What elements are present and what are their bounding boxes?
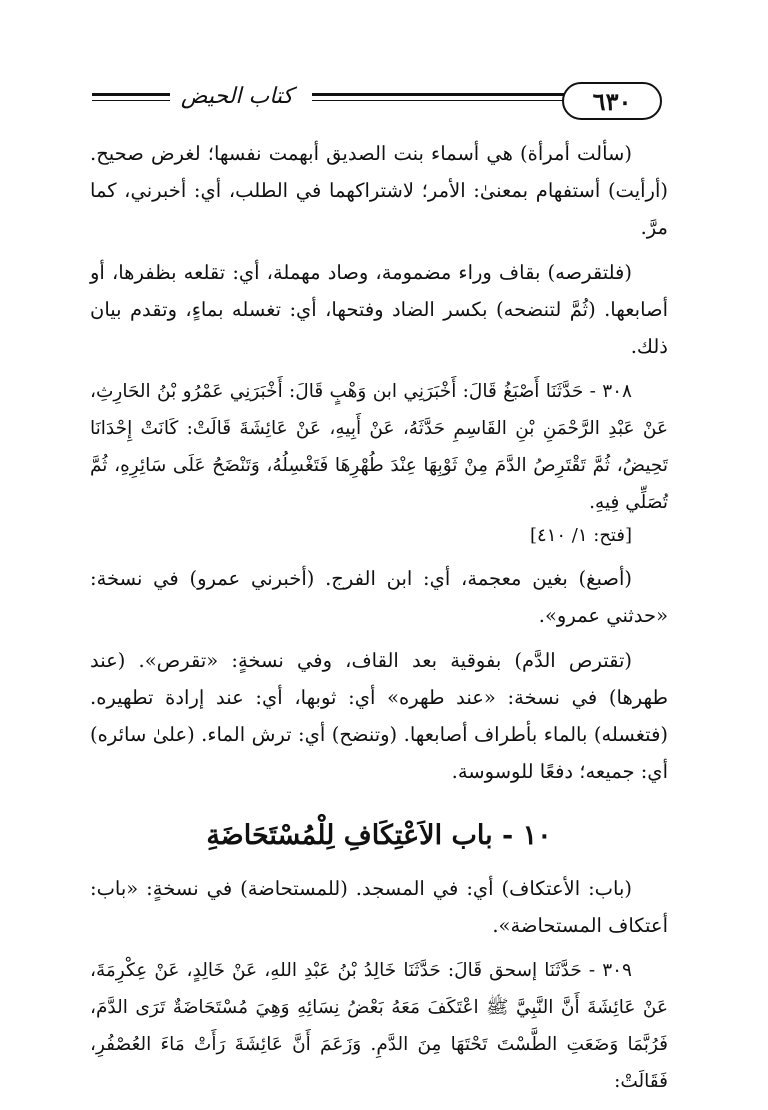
header-rule-right-bottom <box>484 100 568 101</box>
header-rule-middle-top <box>312 93 488 96</box>
commentary-paragraph: (سألت أمرأة) هي أسماء بنت الصديق أبهمت نفسها؛ لغرض صحيح. (أرأيت) أستفهام بمعنىٰ: الأمر؛ لاشتراكهما في الطلب، أي: أخبرني، كما مرَّ. <box>90 142 668 239</box>
commentary-paragraph: (فلتقرصه) بقاف وراء مضمومة، وصاد مهملة، أي: تقلعه بظفرها، أو أصابعها. (ثُمَّ لتنضحه) بكسر الضاد وفتحها، أي: تغسله بماءٍ، وتقدم بيان ذلك. <box>90 261 668 358</box>
hadith-308-text <box>90 373 668 554</box>
chapter-commentary: (باب: الأعتكاف) أي: في المسجد. (للمستحاضة) في نسخةٍ: «باب: أعتكاف المستحاضة». <box>90 877 668 937</box>
chapter-heading: ١٠ - باب الاَعْتِكَافِ لِلْمُسْتَحَاضَةِ <box>206 820 552 851</box>
commentary-paragraph: (تقترص الدَّم) بفوقية بعد القاف، وفي نسخةٍ: «تقرص». (عند طهرها) في نسخة: «عند طهره» أي: ثوبها، أي: عند إرادة تطهيره. (فتغسله) بالماء بأطراف أصابعها. (وتنضح) أي: ترش الماء. (علىٰ سائره) أي: جميعه؛ دفعًا للوسوسة. <box>90 649 668 783</box>
running-title: كتاب الحيض <box>172 84 302 109</box>
hadith-text: ٣٠٨ - حَدَّثَنَا أَصْبَغُ قَالَ: أَخْبَرَنِي ابن وَهْبٍ قَالَ: أَخْبَرَنِي عَمْرُو بْنُ الحَارِثِ، عَنْ عَبْدِ الرَّحْمَنِ بْنِ القَاسِمِ حَدَّثَهُ، عَنْ أَبِيهِ، عَنْ عَائِشَةَ قَالَتْ: كَانَتْ إِحْدَانَا تَحِيضُ، ثُمَّ تَقْتَرِصُ الدَّمَ مِنْ ثَوْبِهَا عِنْدَ طُهْرِهَا فَتَغْسِلُهُ، وَتَنْضَحُ عَلَى سَائِرِهِ، ثُمَّ تُصَلِّي فِيهِ. <box>90 381 668 513</box>
header-rule-left-top <box>92 93 170 96</box>
page-header <box>92 78 662 126</box>
page-number: ٦٣٠ <box>562 82 662 120</box>
hadith-309-text: ٣٠٩ - حَدَّثَنَا إسحق قَالَ: حَدَّثَنَا خَالِدُ بْنُ عَبْدِ اللهِ، عَنْ خَالِدٍ، عَنْ عِكْرِمَةَ، عَنْ عَائِشَةَ أَنَّ النَّبِيَّ ﷺ اعْتَكَفَ مَعَهُ بَعْضُ نِسَائِهِ وَهِيَ مُسْتَحَاضَةٌ تَرَى الدَّمَ، فَرُبَّمَا وَضَعَتِ الطَّسْتَ تَحْتَهَا مِنَ الدَّمِ. وَزَعَمَ أَنَّ عَائِشَةَ رَأَتْ مَاءَ العُصْفُرِ، فَقَالَتْ: <box>90 960 668 1092</box>
commentary-paragraph: (أصبغ) بغين معجمة، أي: ابن الفرج. (أخبرني عمرو) في نسخة: «حدثني عمرو». <box>90 567 668 627</box>
page-content <box>90 135 668 1106</box>
fath-reference: [فتح: ١/ ٤١٠] <box>530 525 632 546</box>
header-rule-middle-bottom <box>312 100 488 101</box>
header-rule-right-top <box>484 93 568 96</box>
header-rule-left-bottom <box>92 100 170 101</box>
